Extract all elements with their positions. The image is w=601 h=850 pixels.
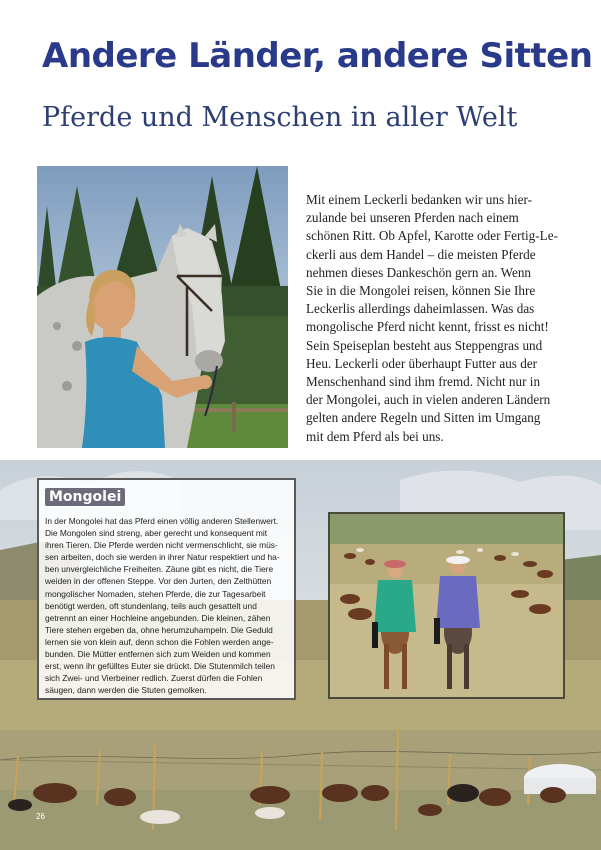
intro-line: mongolische Pferd nicht kennt, frisst es nicht! xyxy=(306,319,549,335)
page-title: Andere Länder, andere Sitten xyxy=(42,36,593,76)
infobox-line: säugen, dann werden die Stuten gemolken. xyxy=(45,685,207,696)
mongolian-riders-photo xyxy=(328,512,565,699)
infobox-line: weiden in der offenen Steppe. Vor den Jurten, den Zelthütten xyxy=(45,576,272,587)
infobox-line: Die Mongolen sind streng, aber gerecht und konsequent mit xyxy=(45,528,268,539)
infobox-line: mongolischer Nomaden, stehen Pferde, die zur Tagesarbeit xyxy=(45,588,266,599)
infobox-line: ben unvergleichliche Freiheiten. Zäune gibt es nicht, die Tiere xyxy=(45,564,274,575)
intro-line: schönen Ritt. Ob Apfel, Karotte oder Fertig-Le- xyxy=(306,228,558,244)
intro-line: Mit einem Leckerli bedanken wir uns hier- xyxy=(306,192,533,207)
intro-paragraph xyxy=(306,191,564,446)
intro-line: der Mongolei, auch in vielen anderen Ländern xyxy=(306,392,551,408)
intro-line: Menschenhand sind ihm fremd. Nicht nur in xyxy=(306,374,541,390)
intro-line: ckerli aus dem Handel – die meisten Pferde xyxy=(306,246,536,262)
page-number: 26 xyxy=(36,812,45,821)
infobox-line: Tiere stehen ergeben da, ohne herumzuhampeln. Die Geduld xyxy=(45,624,273,635)
infobox-line: sen arbeiten, doch sie werden in ihrer Natur respektiert und ha- xyxy=(45,552,280,563)
infobox-line: ihren Tieren. Die Pferde werden nicht vermenschlicht, sie müs- xyxy=(45,540,278,551)
infobox-line: getrennt an einer Hochleine angebunden. Die kleinen, zähen xyxy=(45,612,271,623)
intro-line: mit dem Pferd als bei uns. xyxy=(306,428,444,444)
intro-line: Sein Speiseplan besteht aus Steppengras und xyxy=(306,337,543,353)
infobox-line: benötigt werden, oft stundenlang, teils auch gesattelt und xyxy=(45,600,257,611)
infobox-line: sich Zwei- und Vierbeiner redlich. Zuerst dürfen die Fohlen xyxy=(45,673,263,684)
infobox-line: In der Mongolei hat das Pferd einen völlig anderen Stellenwert. xyxy=(45,516,279,526)
intro-line: Sie in die Mongolei reisen, können Sie Ihre xyxy=(306,283,536,299)
infobox-title: Mongolei xyxy=(45,488,125,506)
intro-line: Heu. Leckerli oder überhaupt Futter aus der xyxy=(306,355,538,371)
page-subtitle: Pferde und Menschen in aller Welt xyxy=(42,102,518,133)
intro-line: zulande bei unseren Pferden nach einem xyxy=(306,210,519,226)
mongolia-infobox xyxy=(37,478,296,700)
infobox-line: bunden. Die Mütter entfernen sich zum Weiden und kommen xyxy=(45,649,271,660)
infobox-line: erst, wenn ihr gefülltes Euter sie drückt. Die Stutenmilch teilen xyxy=(45,661,275,672)
intro-line: nehmen dieses Dankeschön gern an. Wenn xyxy=(306,264,532,280)
woman-with-horse-photo xyxy=(37,166,288,448)
intro-line: gelten andere Regeln und Sitten im Umgang xyxy=(306,410,541,426)
infobox-line: lernen sie von klein auf, denn schon die Fohlen werden ange- xyxy=(45,636,274,647)
intro-line: Leckerlis allerdings daheimlassen. Was das xyxy=(306,301,535,317)
infobox-text xyxy=(45,515,288,696)
